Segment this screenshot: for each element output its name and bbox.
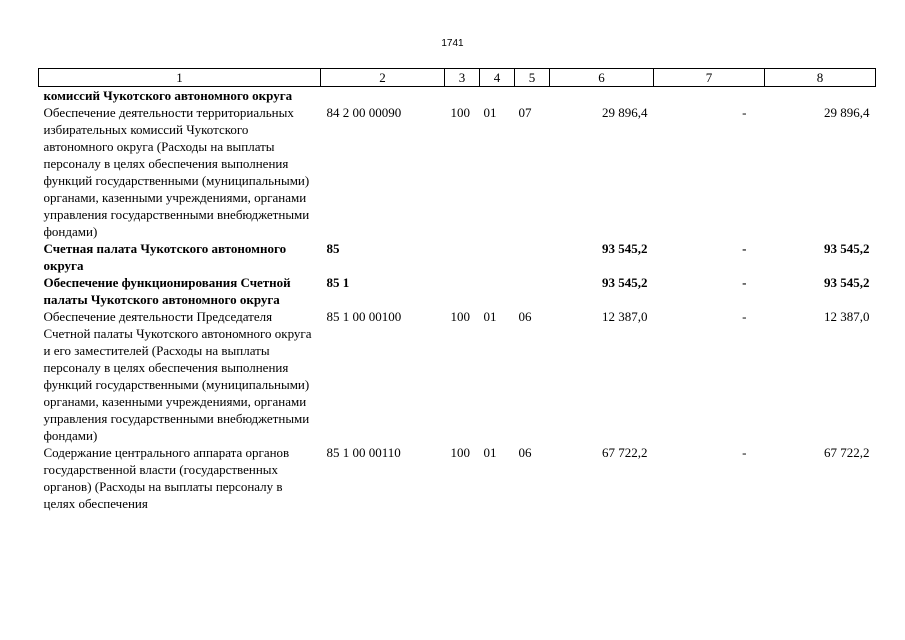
row-vr: 100 bbox=[450, 105, 470, 120]
column-number-2: 2 bbox=[321, 69, 445, 87]
row-total: 93 545,2 bbox=[824, 241, 870, 256]
row-name: Обеспечение деятельности Председателя Счетной палаты Чукотского автономного округа и его заместителей (Расходы на выплаты персоналу в целях обеспечения выполнения функций государственными (муниципальными) органами, казенными учреждениями, органами управления государственными внебюджетными фондами) bbox=[43, 309, 312, 443]
row-sum: 29 896,4 bbox=[602, 105, 648, 120]
row-pr bbox=[515, 274, 550, 308]
table-row bbox=[39, 274, 876, 308]
row-rz bbox=[480, 87, 515, 105]
row-total: 29 896,4 bbox=[824, 105, 870, 120]
row-change: - bbox=[742, 445, 747, 460]
table-row bbox=[39, 104, 876, 240]
column-number-6: 6 bbox=[550, 69, 654, 87]
row-rz bbox=[480, 274, 515, 308]
row-vr bbox=[445, 274, 480, 308]
row-vr bbox=[445, 87, 480, 105]
row-vr: 100 bbox=[450, 309, 470, 324]
row-code: 84 2 00 00090 bbox=[326, 105, 402, 120]
row-rz bbox=[480, 240, 515, 274]
row-code: 85 bbox=[326, 241, 340, 256]
row-change: - bbox=[742, 241, 747, 256]
budget-table bbox=[38, 68, 876, 512]
row-name: Обеспечение деятельности территориальных избирательных комиссий Чукотского автономного округа (Расходы на выплаты персоналу в целях обеспечения выполнения функций государственными (муниципальными) органами, казенными учреждениями, органами управления государственными внебюджетными фондами) bbox=[43, 105, 310, 239]
row-name: Содержание центрального аппарата органов государственной власти (государственных органов) (Расходы на выплаты персоналу в целях обеспечения bbox=[43, 445, 290, 511]
column-number-1: 1 bbox=[39, 69, 321, 87]
row-code bbox=[321, 87, 445, 105]
table-row bbox=[39, 444, 876, 512]
column-number-4: 4 bbox=[480, 69, 515, 87]
row-total: 67 722,2 bbox=[824, 445, 870, 460]
row-pr: 07 bbox=[518, 105, 532, 120]
column-number-3: 3 bbox=[445, 69, 480, 87]
table-row bbox=[39, 87, 876, 105]
row-rz: 01 bbox=[483, 309, 497, 324]
row-change: - bbox=[742, 105, 747, 120]
column-number-5: 5 bbox=[515, 69, 550, 87]
row-vr: 100 bbox=[450, 445, 470, 460]
row-code: 85 1 bbox=[326, 275, 350, 290]
row-rz: 01 bbox=[483, 105, 497, 120]
row-total: 12 387,0 bbox=[824, 309, 870, 324]
row-sum: 93 545,2 bbox=[602, 275, 648, 290]
page-number: 1741 bbox=[441, 38, 464, 49]
row-sum: 12 387,0 bbox=[602, 309, 648, 324]
row-pr bbox=[515, 87, 550, 105]
row-pr bbox=[515, 240, 550, 274]
row-name: Счетная палата Чукотского автономного округа bbox=[43, 241, 287, 273]
row-sum: 93 545,2 bbox=[602, 241, 648, 256]
row-code: 85 1 00 00100 bbox=[326, 309, 402, 324]
row-rz: 01 bbox=[483, 445, 497, 460]
row-vr bbox=[445, 240, 480, 274]
row-change: - bbox=[742, 275, 747, 290]
row-sum: 67 722,2 bbox=[602, 445, 648, 460]
table-row bbox=[39, 308, 876, 444]
row-name: комиссий Чукотского автономного округа bbox=[43, 88, 293, 103]
row-pr: 06 bbox=[518, 445, 532, 460]
row-total: 93 545,2 bbox=[824, 275, 870, 290]
row-code: 85 1 00 00110 bbox=[326, 445, 401, 460]
row-change bbox=[654, 87, 765, 105]
row-change: - bbox=[742, 309, 747, 324]
table-row bbox=[39, 240, 876, 274]
column-number-8: 8 bbox=[765, 69, 876, 87]
column-number-row bbox=[39, 69, 876, 87]
row-sum bbox=[550, 87, 654, 105]
row-name: Обеспечение функционирования Счетной палаты Чукотского автономного округа bbox=[43, 275, 291, 307]
column-number-7: 7 bbox=[654, 69, 765, 87]
row-pr: 06 bbox=[518, 309, 532, 324]
row-total bbox=[765, 87, 876, 105]
